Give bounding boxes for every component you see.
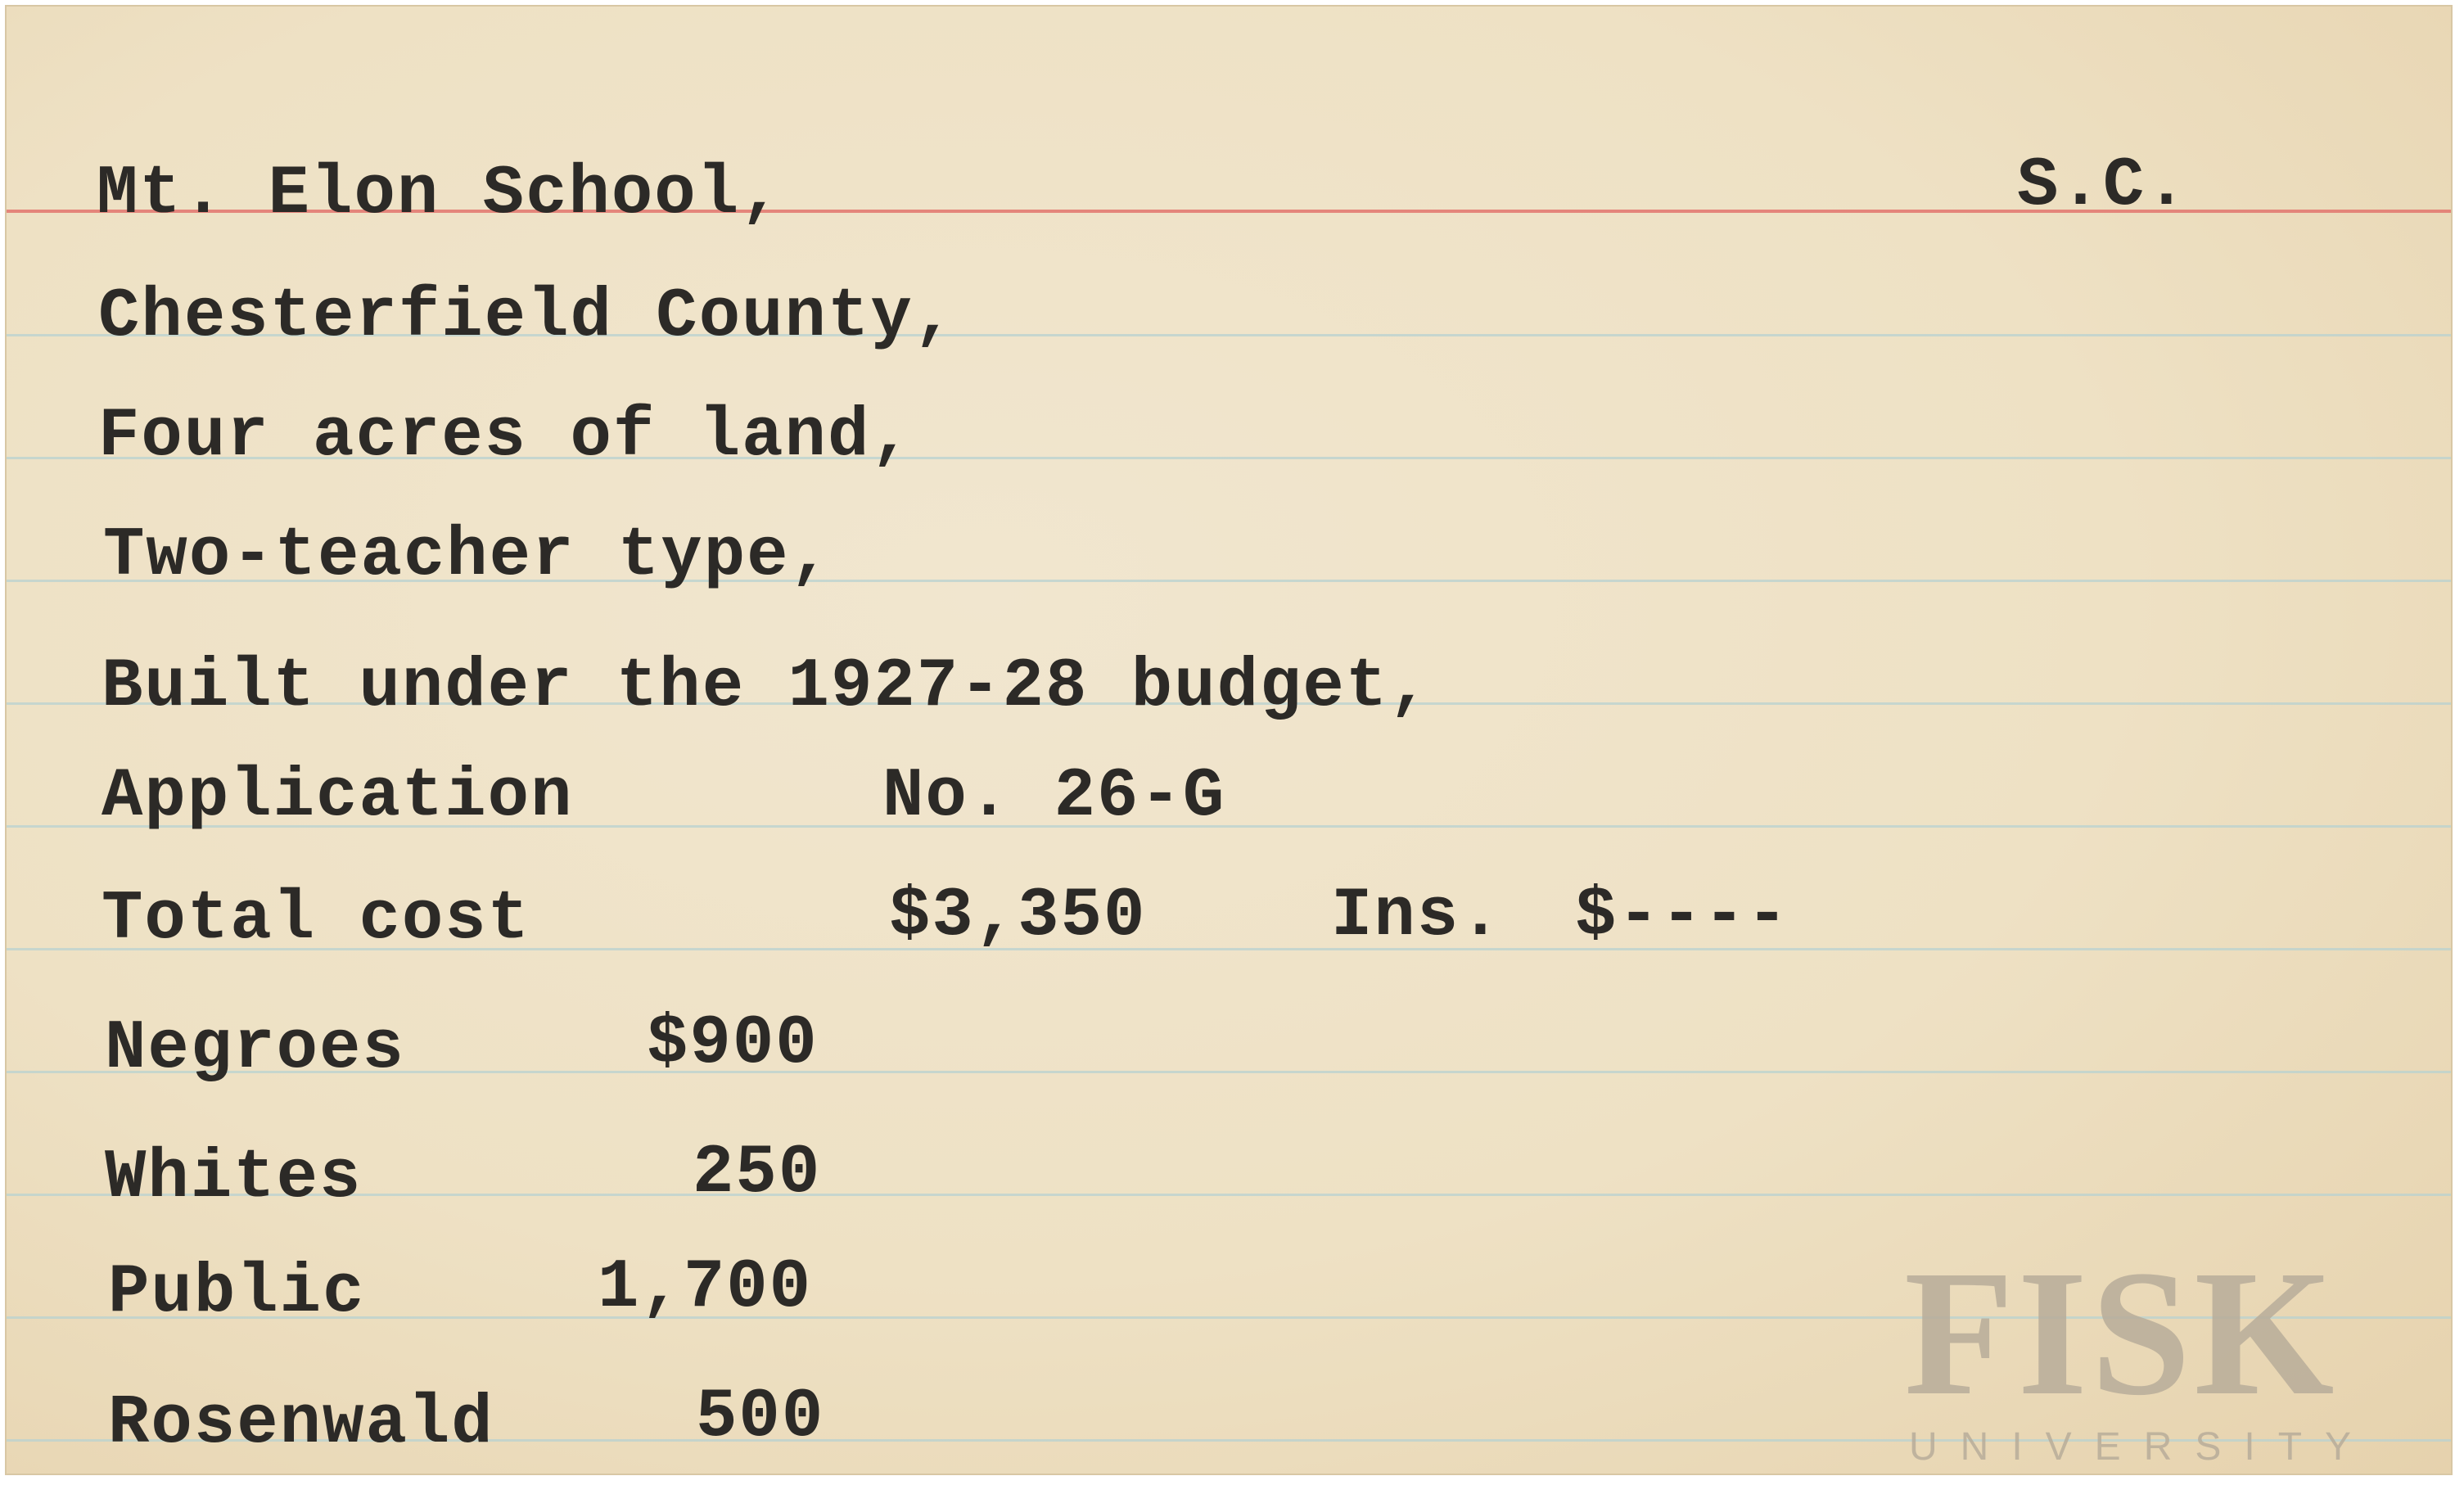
contribution-amount: $900 bbox=[647, 1005, 819, 1083]
school-type: Two-teacher type, bbox=[103, 517, 833, 595]
land-size: Four acres of land, bbox=[98, 398, 914, 476]
contribution-label: Negroes bbox=[105, 1010, 405, 1088]
state-abbrev: S.C. bbox=[2017, 147, 2189, 225]
budget-year: Built under the 1927-28 budget, bbox=[102, 648, 1432, 726]
total-cost-label: Total cost bbox=[102, 881, 531, 959]
contribution-amount: 250 bbox=[693, 1135, 822, 1212]
contribution-label: Public bbox=[108, 1254, 366, 1332]
county: Chesterfield County, bbox=[98, 278, 957, 356]
ruled-line bbox=[7, 1194, 2451, 1196]
school-name: Mt. Elon School, bbox=[97, 156, 783, 233]
watermark-word: FISK bbox=[1904, 1233, 2338, 1433]
watermark-subtitle: UNIVERSITY bbox=[1909, 1425, 2375, 1469]
contribution-amount: 1,700 bbox=[598, 1249, 813, 1327]
contribution-label: Whites bbox=[105, 1140, 363, 1217]
index-card bbox=[5, 5, 2453, 1475]
insurance-label: Ins. bbox=[1331, 878, 1503, 955]
contribution-label: Rosenwald bbox=[108, 1385, 494, 1463]
total-cost-value: $3,350 bbox=[889, 878, 1147, 955]
fisk-university-watermark bbox=[1904, 1233, 2436, 1472]
application-label: Application bbox=[102, 758, 574, 836]
contribution-amount: 500 bbox=[696, 1379, 825, 1456]
application-number: No. 26-G bbox=[882, 758, 1226, 836]
insurance-value: $---- bbox=[1575, 878, 1790, 955]
